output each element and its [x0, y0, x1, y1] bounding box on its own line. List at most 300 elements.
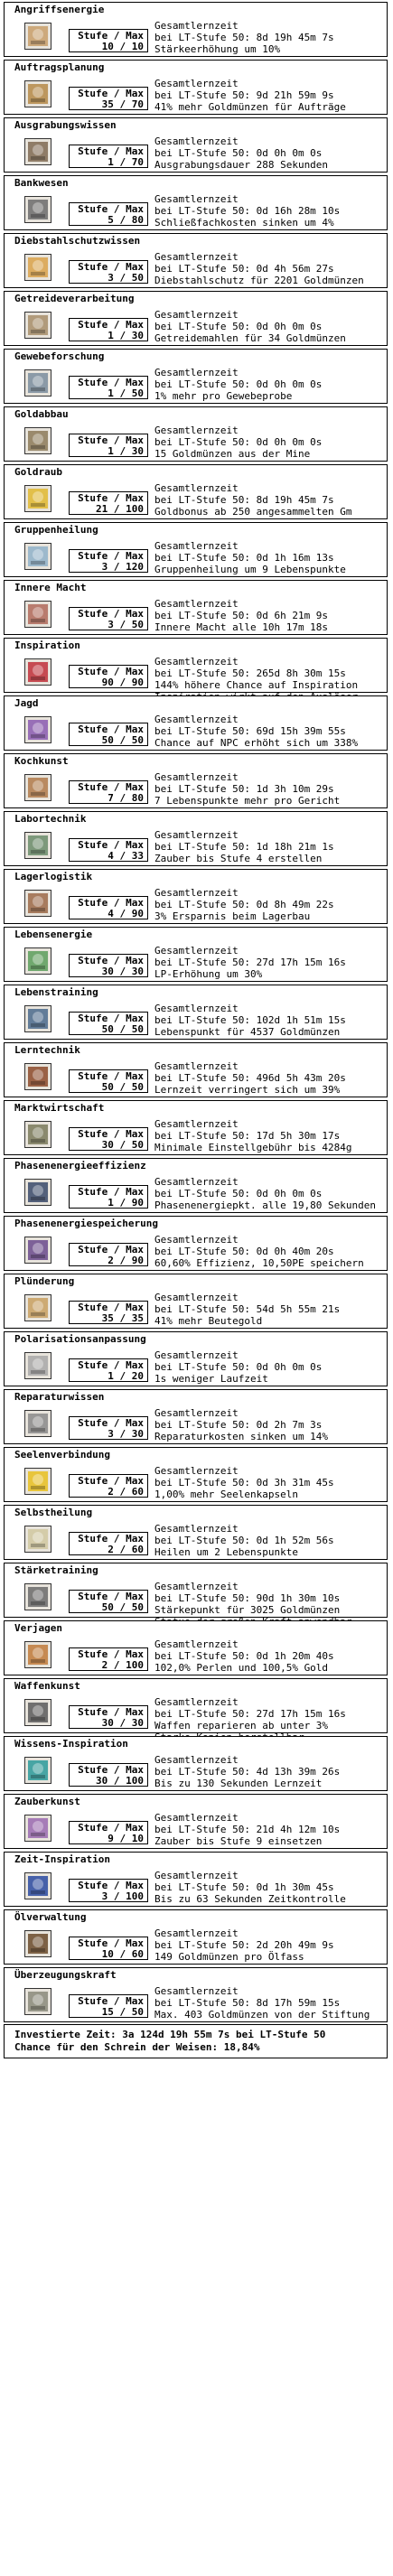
skill-details — [154, 771, 340, 807]
level-box — [69, 29, 148, 52]
total-time-label: Gesamtlernzeit — [154, 945, 239, 957]
skill-title: Gewebeforschung — [14, 350, 105, 362]
mine-icon — [24, 427, 51, 454]
total-time-value: bei LT-Stufe 50: 9d 21h 59m 9s — [154, 89, 334, 101]
skill-title: Selbstheilung — [14, 1507, 93, 1518]
skill-details — [154, 887, 334, 922]
level-value: 30 / 30 — [101, 1717, 144, 1729]
skill-details — [154, 598, 328, 633]
level-header: Stufe / Max — [78, 839, 144, 851]
skill-effect: Waffen reparieren ab unter 3% — [154, 1720, 329, 1731]
total-time-value: bei LT-Stufe 50: 102d 1h 51m 15s — [154, 1014, 346, 1026]
skill-details — [154, 540, 346, 575]
level-value: 50 / 50 — [101, 1081, 144, 1093]
skill-effect: Heilen um 2 Lebenspunkte — [154, 1546, 298, 1558]
life-energy-icon — [24, 947, 51, 975]
total-time-value: bei LT-Stufe 50: 2d 20h 49m 9s — [154, 1939, 334, 1951]
skill-card — [4, 811, 388, 866]
skill-card — [4, 1505, 388, 1560]
skill-details — [154, 1349, 322, 1385]
skill-effect: Lernzeit verringert sich um 39% — [154, 1084, 341, 1096]
level-header: Stufe / Max — [78, 1475, 144, 1487]
skill-details — [154, 1523, 334, 1558]
level-header: Stufe / Max — [78, 1417, 144, 1429]
level-value: 3 / 100 — [101, 1890, 144, 1902]
level-value: 30 / 50 — [101, 1139, 144, 1151]
skill-title: Inspiration — [14, 639, 80, 651]
skill-effect: 1s weniger Laufzeit — [154, 1373, 268, 1385]
total-time-value: bei LT-Stufe 50: 496d 5h 43m 20s — [154, 1072, 346, 1084]
level-value: 10 / 60 — [101, 1948, 144, 1960]
level-value: 3 / 50 — [108, 619, 144, 630]
skill-details — [154, 1985, 370, 2021]
skill-card — [4, 60, 388, 115]
feather-icon — [24, 658, 51, 686]
level-value: 1 / 50 — [108, 387, 144, 399]
skill-effect: Gruppenheilung um 9 Lebenspunkte — [154, 564, 346, 575]
level-value: 1 / 30 — [108, 330, 144, 341]
skill-effect: 1% mehr pro Gewebeprobe — [154, 390, 293, 402]
level-box — [69, 376, 148, 399]
total-time-label: Gesamtlernzeit — [154, 1812, 239, 1824]
level-value: 1 / 70 — [108, 156, 144, 168]
total-time-value: bei LT-Stufe 50: 0d 0h 0m 0s — [154, 1361, 323, 1373]
skill-details — [154, 135, 328, 171]
level-header: Stufe / Max — [78, 1244, 144, 1255]
skill-card — [4, 1563, 388, 1618]
skill-details — [154, 78, 346, 113]
level-value: 4 / 33 — [108, 850, 144, 862]
skill-card — [4, 1389, 388, 1444]
skill-title: Reparaturwissen — [14, 1391, 105, 1403]
total-time-value: bei LT-Stufe 50: 0d 0h 40m 20s — [154, 1246, 334, 1257]
level-box — [69, 607, 148, 630]
level-header: Stufe / Max — [78, 1533, 144, 1545]
level-header: Stufe / Max — [78, 434, 144, 446]
level-header: Stufe / Max — [78, 1822, 144, 1834]
level-box — [69, 491, 148, 515]
tools-icon — [24, 1410, 51, 1437]
total-time-label: Gesamtlernzeit — [154, 1754, 239, 1766]
skill-card — [4, 2, 388, 57]
level-value: 90 / 90 — [101, 677, 144, 688]
book-icon — [24, 1063, 51, 1090]
skill-card — [4, 406, 388, 462]
level-box — [69, 549, 148, 573]
level-box — [69, 202, 148, 226]
meditation-icon — [24, 601, 51, 628]
total-time-label: Gesamtlernzeit — [154, 135, 239, 147]
level-value: 21 / 100 — [96, 503, 144, 515]
total-time-label: Gesamtlernzeit — [154, 193, 239, 205]
total-time-label: Gesamtlernzeit — [154, 1292, 239, 1303]
level-box — [69, 260, 148, 284]
level-header: Stufe / Max — [78, 781, 144, 793]
total-time-label: Gesamtlernzeit — [154, 1234, 239, 1246]
skill-title: Zeit-Inspiration — [14, 1853, 110, 1865]
skill-effect: Goldbonus ab 250 angesammelten Gm — [154, 506, 352, 518]
skill-title: Lebensenergie — [14, 929, 93, 940]
phase-spider-icon — [24, 1179, 51, 1206]
level-box — [69, 145, 148, 168]
total-time-value: bei LT-Stufe 50: 0d 0h 0m 0s — [154, 436, 323, 448]
level-box — [69, 723, 148, 746]
skill-details — [154, 829, 334, 864]
level-box — [69, 1474, 148, 1498]
fist-icon — [24, 23, 51, 50]
total-time-value: bei LT-Stufe 50: 8d 19h 45m 7s — [154, 494, 334, 506]
skill-details — [154, 367, 322, 402]
skill-card — [4, 1216, 388, 1271]
total-time-value: bei LT-Stufe 50: 8d 17h 59m 15s — [154, 1997, 341, 2009]
mill-icon — [24, 312, 51, 339]
skill-title: Waffenkunst — [14, 1680, 80, 1692]
skill-effect: Max. 403 Goldmünzen von der Stiftung — [154, 2009, 370, 2021]
skill-effect: Reparaturkosten sinken um 14% — [154, 1431, 329, 1442]
phase-storage-icon — [24, 1237, 51, 1264]
shovel-icon — [24, 138, 51, 165]
persuasion-icon — [24, 1988, 51, 2015]
level-header: Stufe / Max — [78, 1302, 144, 1313]
total-time-label: Gesamtlernzeit — [154, 771, 239, 783]
invested-time: Investierte Zeit: 3a 124d 19h 55m 7s bei LT-Stufe 50 — [14, 2029, 326, 2040]
skill-details — [154, 482, 352, 518]
level-value: 2 / 100 — [101, 1659, 144, 1671]
level-value: 50 / 50 — [101, 1601, 144, 1613]
total-time-value: bei LT-Stufe 50: 4d 13h 39m 26s — [154, 1766, 341, 1778]
polarisation-icon — [24, 1352, 51, 1379]
total-time-label: Gesamtlernzeit — [154, 1407, 239, 1419]
level-header: Stufe / Max — [78, 1070, 144, 1082]
skill-effect: Stärkepunkt für 3025 Goldmünzen — [154, 1604, 341, 1616]
anvil-icon — [24, 1699, 51, 1726]
total-time-label: Gesamtlernzeit — [154, 1581, 239, 1592]
level-header: Stufe / Max — [78, 608, 144, 620]
skill-card — [4, 1447, 388, 1502]
level-box — [69, 896, 148, 919]
skill-card — [4, 1967, 388, 2022]
skill-title: Jagd — [14, 697, 39, 709]
level-header: Stufe / Max — [78, 666, 144, 677]
skill-card — [4, 175, 388, 230]
total-time-label: Gesamtlernzeit — [154, 1176, 239, 1188]
skill-card — [4, 1852, 388, 1907]
skill-title: Verjagen — [14, 1622, 62, 1634]
skill-effect: Phasenenergiepkt. alle 19,80 Sekunden — [154, 1199, 377, 1211]
skill-title: Labortechnik — [14, 813, 87, 825]
strength-icon — [24, 1583, 51, 1610]
level-value: 15 / 50 — [101, 2006, 144, 2018]
skill-details — [154, 1754, 340, 1789]
level-box — [69, 1358, 148, 1382]
total-time-label: Gesamtlernzeit — [154, 1003, 239, 1014]
skill-effect: 60,60% Effizienz, 10,50PE speichern — [154, 1257, 364, 1269]
total-time-value: bei LT-Stufe 50: 0d 1h 30m 45s — [154, 1881, 334, 1893]
skill-card — [4, 464, 388, 519]
level-header: Stufe / Max — [78, 30, 144, 42]
total-time-value: bei LT-Stufe 50: 1d 3h 10m 29s — [154, 783, 334, 795]
safe-icon — [24, 196, 51, 223]
total-time-label: Gesamtlernzeit — [154, 829, 239, 841]
total-time-label: Gesamtlernzeit — [154, 656, 239, 667]
laboratory-icon — [24, 832, 51, 859]
skill-title: Phasenenergiespeicherung — [14, 1218, 158, 1229]
skill-effect: LP-Erhöhung um 30% — [154, 968, 263, 980]
level-header: Stufe / Max — [78, 1706, 144, 1718]
skill-title: Ausgrabungswissen — [14, 119, 117, 131]
shrine-chance: Chance für den Schrein der Weisen: 18,84% — [14, 2041, 260, 2053]
skill-title: Angriffsenergie — [14, 4, 105, 15]
level-header: Stufe / Max — [78, 723, 144, 735]
total-time-value: bei LT-Stufe 50: 0d 4h 56m 27s — [154, 263, 334, 275]
skill-effect: 1,00% mehr Seelenkapseln — [154, 1489, 298, 1500]
skill-effect: Innere Macht alle 10h 17m 18s — [154, 621, 329, 633]
skill-card — [4, 349, 388, 404]
total-time-label: Gesamtlernzeit — [154, 1638, 239, 1650]
skill-details — [154, 1234, 364, 1269]
level-value: 1 / 90 — [108, 1197, 144, 1209]
level-box — [69, 1532, 148, 1555]
total-time-value: bei LT-Stufe 50: 0d 6h 21m 9s — [154, 610, 329, 621]
skill-effect: Ausgrabungsdauer 288 Sekunden — [154, 159, 329, 171]
total-time-label: Gesamtlernzeit — [154, 1523, 239, 1535]
level-value: 30 / 30 — [101, 966, 144, 977]
soul-orb-icon — [24, 1468, 51, 1495]
total-time-label: Gesamtlernzeit — [154, 482, 239, 494]
total-time-label: Gesamtlernzeit — [154, 78, 239, 89]
skill-title: Innere Macht — [14, 582, 87, 593]
skill-details — [154, 1638, 334, 1674]
level-header: Stufe / Max — [78, 1186, 144, 1198]
total-time-value: bei LT-Stufe 50: 54d 5h 55m 21s — [154, 1303, 341, 1315]
level-header: Stufe / Max — [78, 955, 144, 966]
total-time-value: bei LT-Stufe 50: 0d 3h 31m 45s — [154, 1477, 334, 1489]
skill-card — [4, 695, 388, 751]
skill-effect: Diebstahlschutz für 2201 Goldmünzen — [154, 275, 364, 286]
skill-effect: Zauber bis Stufe 4 erstellen — [154, 853, 323, 864]
level-value: 9 / 10 — [108, 1833, 144, 1844]
level-box — [69, 1185, 148, 1209]
skill-effect: 3% Ersparnis beim Lagerbau — [154, 910, 311, 922]
level-value: 30 / 100 — [96, 1775, 144, 1787]
skill-title: Seelenverbindung — [14, 1449, 110, 1461]
skill-details — [154, 1176, 376, 1211]
skill-effect: 7 Lebenspunkte mehr pro Gericht — [154, 795, 341, 807]
total-time-value: bei LT-Stufe 50: 0d 0h 0m 0s — [154, 321, 323, 332]
level-box — [69, 1763, 148, 1787]
skill-title: Goldraub — [14, 466, 62, 478]
level-value: 5 / 80 — [108, 214, 144, 226]
summary-box — [4, 2024, 388, 2058]
level-value: 1 / 30 — [108, 445, 144, 457]
skill-details — [154, 309, 346, 344]
skill-details — [154, 945, 346, 980]
training-icon — [24, 1005, 51, 1032]
total-time-value: bei LT-Stufe 50: 0d 0h 0m 0s — [154, 378, 323, 390]
skill-card — [4, 522, 388, 577]
level-box — [69, 1705, 148, 1729]
total-time-label: Gesamtlernzeit — [154, 309, 239, 321]
skill-title: Goldabbau — [14, 408, 69, 420]
level-header: Stufe / Max — [78, 1591, 144, 1602]
hourglass-icon — [24, 1872, 51, 1899]
chase-icon — [24, 1641, 51, 1668]
level-box — [69, 1301, 148, 1324]
skill-card — [4, 985, 388, 1040]
skill-details — [154, 1927, 334, 1963]
level-value: 35 / 35 — [101, 1312, 144, 1324]
skill-details — [154, 193, 340, 229]
level-box — [69, 838, 148, 862]
skill-card — [4, 233, 388, 288]
skill-card — [4, 638, 388, 693]
healing-group-icon — [24, 543, 51, 570]
level-header: Stufe / Max — [78, 1128, 144, 1140]
total-time-value: bei LT-Stufe 50: 0d 1h 52m 56s — [154, 1535, 334, 1546]
scroll-icon — [24, 1294, 51, 1321]
skill-card — [4, 869, 388, 924]
total-time-value: bei LT-Stufe 50: 0d 1h 16m 13s — [154, 552, 334, 564]
skill-card — [4, 1678, 388, 1733]
skill-title: Diebstahlschutzwissen — [14, 235, 141, 247]
market-icon — [24, 1121, 51, 1148]
total-time-label: Gesamtlernzeit — [154, 1696, 239, 1708]
level-box — [69, 1879, 148, 1902]
level-value: 1 / 20 — [108, 1370, 144, 1382]
skill-effect: Getreidemahlen für 34 Goldmünzen — [154, 332, 346, 344]
skill-effect: Bis zu 63 Sekunden Zeitkontrolle — [154, 1893, 346, 1905]
level-value: 2 / 60 — [108, 1486, 144, 1498]
level-box — [69, 1590, 148, 1613]
skill-details — [154, 714, 358, 749]
microscope-icon — [24, 369, 51, 397]
level-header: Stufe / Max — [78, 897, 144, 909]
skill-title: Lerntechnik — [14, 1044, 80, 1056]
total-time-value: bei LT-Stufe 50: 0d 16h 28m 10s — [154, 205, 341, 217]
skill-title: Stärketraining — [14, 1564, 98, 1576]
level-box — [69, 1127, 148, 1151]
skill-details — [154, 1812, 340, 1847]
total-time-label: Gesamtlernzeit — [154, 598, 239, 610]
skill-effect: 41% mehr Beutegold — [154, 1315, 263, 1327]
total-time-value: bei LT-Stufe 50: 21d 4h 12m 10s — [154, 1824, 341, 1835]
level-box — [69, 665, 148, 688]
level-value: 7 / 80 — [108, 792, 144, 804]
skill-effect: 41% mehr Goldmünzen für Aufträge — [154, 101, 346, 113]
skill-title: Plünderung — [14, 1275, 75, 1287]
skill-title: Lebenstraining — [14, 986, 98, 998]
skill-effect: Chance auf NPC erhöht sich um 338% — [154, 737, 359, 749]
skill-title: Marktwirtschaft — [14, 1102, 105, 1114]
skill-title: Bankwesen — [14, 177, 69, 189]
level-value: 3 / 50 — [108, 272, 144, 284]
skill-effect: Lebenspunkt für 4537 Goldmünzen — [154, 1026, 341, 1038]
skill-title: Phasenenergieeffizienz — [14, 1160, 146, 1171]
total-time-label: Gesamtlernzeit — [154, 425, 239, 436]
skill-details — [154, 1465, 334, 1500]
level-value: 35 / 70 — [101, 98, 144, 110]
skill-title: Wissens-Inspiration — [14, 1738, 128, 1750]
total-time-value: bei LT-Stufe 50: 69d 15h 39m 55s — [154, 725, 346, 737]
skill-card — [4, 1274, 388, 1329]
skill-effect: 149 Goldmünzen pro Ölfass — [154, 1951, 304, 1963]
total-time-label: Gesamtlernzeit — [154, 1927, 239, 1939]
tent-icon — [24, 254, 51, 281]
skill-card — [4, 927, 388, 982]
level-box — [69, 1069, 148, 1093]
total-time-value: bei LT-Stufe 50: 0d 1h 20m 40s — [154, 1650, 334, 1662]
skill-card — [4, 117, 388, 173]
level-header: Stufe / Max — [78, 319, 144, 331]
level-header: Stufe / Max — [78, 1937, 144, 1949]
skill-title: Ölverwaltung — [14, 1911, 87, 1923]
skill-title: Kochkunst — [14, 755, 69, 767]
wand-icon — [24, 1815, 51, 1842]
skill-title: Getreideverarbeitung — [14, 293, 135, 304]
level-box — [69, 434, 148, 457]
skill-card — [4, 1909, 388, 1965]
level-header: Stufe / Max — [78, 1013, 144, 1024]
total-time-value: bei LT-Stufe 50: 27d 17h 15m 16s — [154, 1708, 346, 1720]
level-box — [69, 1416, 148, 1440]
level-box — [69, 954, 148, 977]
total-time-label: Gesamtlernzeit — [154, 1349, 239, 1361]
skill-card — [4, 1042, 388, 1097]
total-time-label: Gesamtlernzeit — [154, 1985, 239, 1997]
total-time-label: Gesamtlernzeit — [154, 1870, 239, 1881]
level-header: Stufe / Max — [78, 203, 144, 215]
skill-details — [154, 1407, 328, 1442]
total-time-label: Gesamtlernzeit — [154, 251, 239, 263]
total-time-value: bei LT-Stufe 50: 8d 19h 45m 7s — [154, 32, 334, 43]
level-header: Stufe / Max — [78, 1648, 144, 1660]
level-box — [69, 1937, 148, 1960]
level-value: 50 / 50 — [101, 734, 144, 746]
self-heal-icon — [24, 1526, 51, 1553]
total-time-value: bei LT-Stufe 50: 265d 8h 30m 15s — [154, 667, 346, 679]
total-time-label: Gesamtlernzeit — [154, 20, 239, 32]
skill-title: Zauberkunst — [14, 1796, 80, 1807]
skill-card — [4, 580, 388, 635]
level-header: Stufe / Max — [78, 88, 144, 99]
level-box — [69, 1243, 148, 1266]
level-box — [69, 318, 148, 341]
level-header: Stufe / Max — [78, 492, 144, 504]
skill-card — [4, 753, 388, 808]
level-value: 2 / 60 — [108, 1544, 144, 1555]
skill-details — [154, 1118, 352, 1153]
skill-effect: 102,0% Perlen und 100,5% Gold — [154, 1662, 329, 1674]
total-time-label: Gesamtlernzeit — [154, 887, 239, 899]
level-box — [69, 1994, 148, 2018]
total-time-label: Gesamtlernzeit — [154, 540, 239, 552]
skill-details — [154, 20, 334, 55]
total-time-value: bei LT-Stufe 50: 0d 0h 0m 0s — [154, 1188, 323, 1199]
skill-title: Auftragsplanung — [14, 61, 105, 73]
level-value: 3 / 30 — [108, 1428, 144, 1440]
skill-effect: 144% höhere Chance auf Inspiration — [154, 679, 359, 691]
skill-details — [154, 1003, 346, 1038]
skill-effect: Zauber bis Stufe 9 einsetzen — [154, 1835, 323, 1847]
knowledge-icon — [24, 1757, 51, 1784]
skill-effect: 15 Goldmünzen aus der Mine — [154, 448, 311, 460]
level-box — [69, 780, 148, 804]
skill-details — [154, 425, 322, 460]
total-time-value: bei LT-Stufe 50: 90d 1h 30m 10s — [154, 1592, 341, 1604]
skill-card — [4, 291, 388, 346]
level-box — [69, 1647, 148, 1671]
level-box — [69, 1012, 148, 1035]
